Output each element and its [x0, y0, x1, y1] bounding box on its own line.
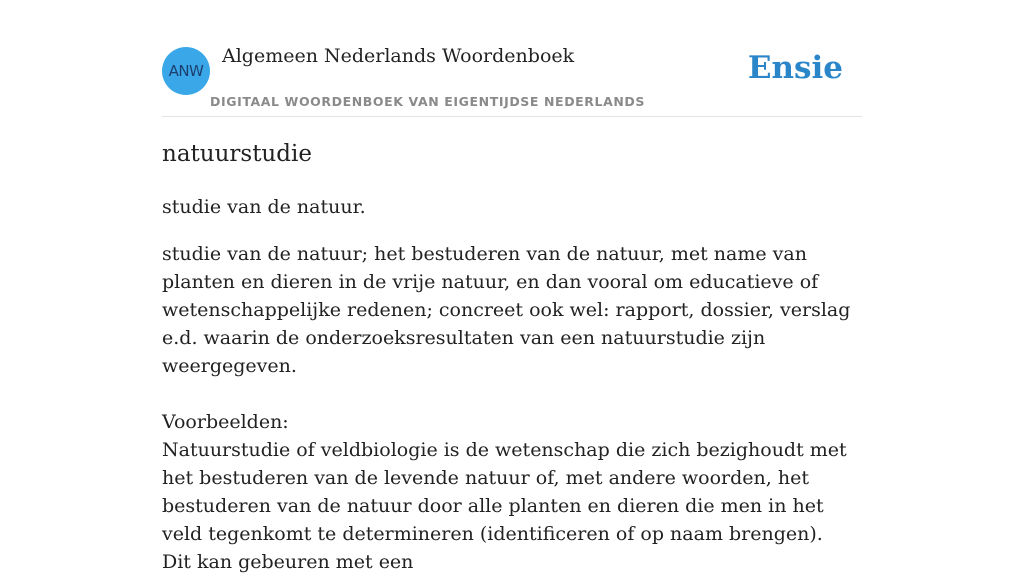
site-header — [162, 0, 862, 117]
site-subtitle: DIGITAAL WOORDENBOEK VAN EIGENTIJDSE NEDERLANDS — [210, 94, 646, 109]
entry-title: natuurstudie — [162, 141, 312, 167]
spacer — [162, 380, 852, 408]
site-title[interactable]: Algemeen Nederlands Woordenboek — [222, 45, 575, 67]
anw-logo[interactable] — [162, 47, 210, 95]
ensie-brand-link[interactable]: Ensie — [747, 50, 843, 86]
short-definition: studie van de natuur. — [162, 196, 366, 218]
example-text: Natuurstudie of veldbiologie is de wetenschap die zich bezighoudt met het bestuderen van de levende natuur of, met andere woorden, het bestuderen van de natuur door alle planten en dieren die men in het veld tegenkomt te determineren (identificeren of op naam brengen). Dit kan gebeuren met een — [162, 439, 847, 573]
examples-label: Voorbeelden: — [162, 411, 289, 433]
logo-text: ANW — [168, 62, 204, 80]
entry-content — [162, 138, 852, 576]
long-definition: studie van de natuur; het bestuderen van de natuur, met name van planten en dieren in de vrije natuur, en dan vooral om educatieve of wetenschappelijke redenen; concreet ook wel: rapport, dossier, verslag e.d. waarin de onderzoeksresultaten van een natuurstudie zijn weergegeven. — [162, 243, 851, 377]
